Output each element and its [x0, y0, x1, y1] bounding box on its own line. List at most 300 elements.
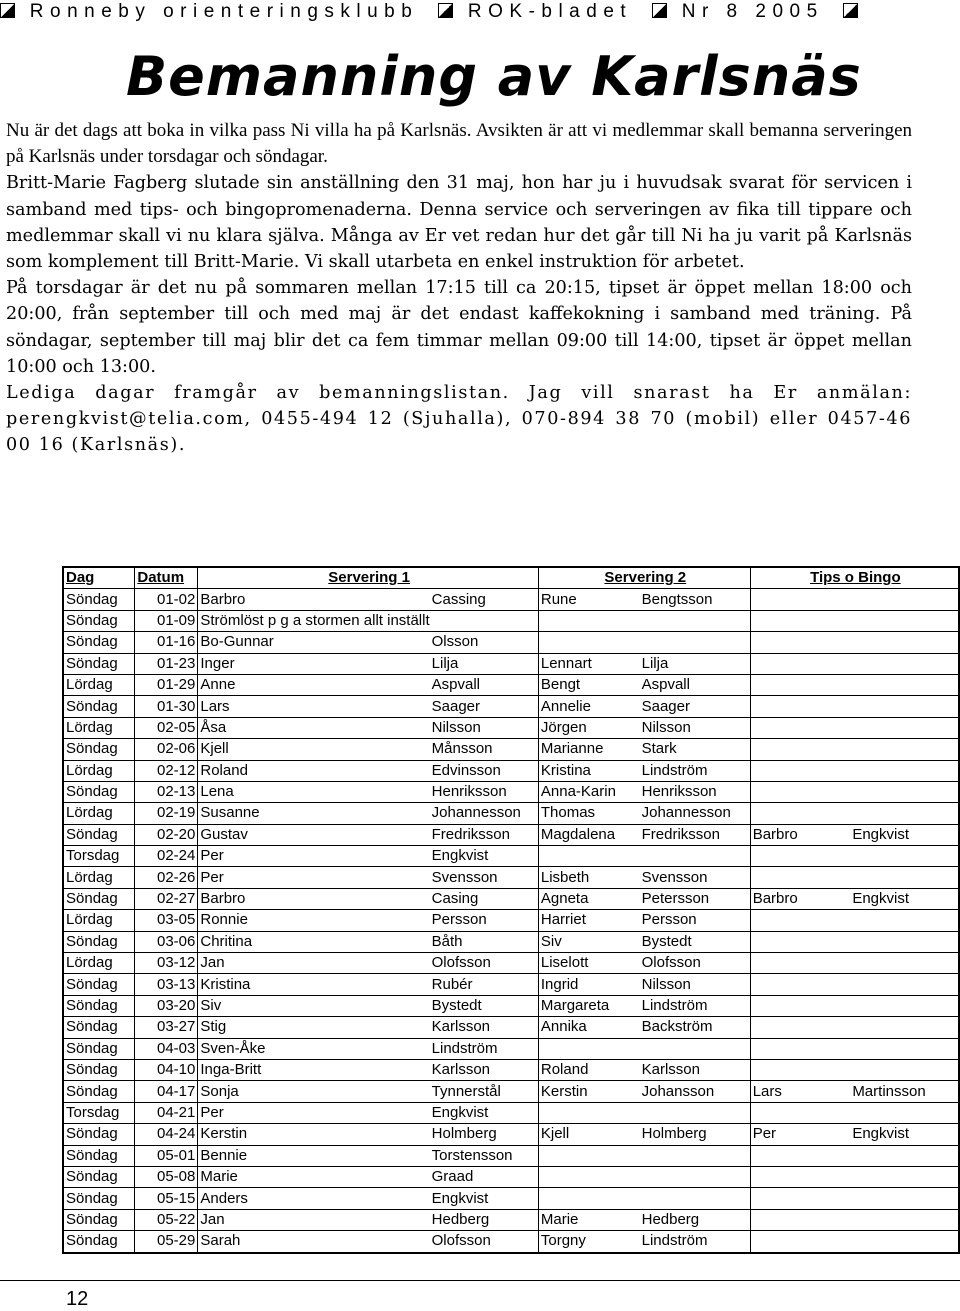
header-date: Datum	[135, 567, 198, 589]
cell-tips-first	[750, 867, 850, 888]
checkbox-bullet-icon	[0, 3, 15, 18]
cell-s1-last: Casing	[430, 888, 539, 909]
cell-tips-last	[850, 867, 959, 888]
cell-date: 01-09	[135, 610, 198, 631]
cell-s2-last: Aspvall	[640, 674, 751, 695]
cell-tips-last	[850, 910, 959, 931]
table-body	[63, 589, 959, 1253]
cell-s2-last: Karlsson	[640, 1059, 751, 1080]
cell-tips-first	[750, 610, 850, 631]
cell-day: Söndag	[63, 974, 135, 995]
cell-tips-last	[850, 1209, 959, 1230]
cell-s1-last: Karlsson	[430, 1017, 539, 1038]
cell-s1-last: Tynnerstål	[430, 1081, 539, 1102]
cell-s2-first: Magdalena	[538, 824, 639, 845]
cell-s2-last: Stark	[640, 739, 751, 760]
cell-date: 02-20	[135, 824, 198, 845]
cell-date: 05-08	[135, 1166, 198, 1187]
cell-tips-first	[750, 995, 850, 1016]
cell-tips-first	[750, 760, 850, 781]
cell-tips-last	[850, 1017, 959, 1038]
header-tips-bingo: Tips o Bingo	[750, 567, 959, 589]
cell-tips-last: Engkvist	[850, 824, 959, 845]
table-row	[63, 803, 959, 824]
cell-s1-first: Per	[198, 867, 430, 888]
cell-s2-first: Kristina	[538, 760, 639, 781]
cell-day: Söndag	[63, 696, 135, 717]
cell-s1-last: Olsson	[430, 632, 539, 653]
cell-date: 05-15	[135, 1188, 198, 1209]
cell-date: 04-17	[135, 1081, 198, 1102]
table-row	[63, 610, 959, 631]
table-row	[63, 696, 959, 717]
cell-day: Söndag	[63, 1166, 135, 1187]
body-paragraph-3: Lediga dagar framgår av bemanningslistan. Jag vill snarast ha Er anmälan: perengkvist@telia.com, 0455-494 12 (Sjuhalla), 070-894 38 70 (mobil) eller 0457-46 00 16 (Karlsnäs).	[6, 383, 912, 456]
cell-s1-first: Barbro	[198, 888, 430, 909]
header-publication: ROK-bladet	[467, 1, 633, 22]
table-row	[63, 995, 959, 1016]
cell-date: 04-21	[135, 1102, 198, 1123]
cell-s2-last: Lindström	[640, 995, 751, 1016]
cell-tips-first	[750, 1038, 850, 1059]
page-title: Bemanning av Karlsnäs	[126, 45, 862, 108]
cell-tips-first: Barbro	[750, 888, 850, 909]
intro-paragraph: Nu är det dags att boka in vilka pass Ni villa ha på Karlsnäs. Avsikten är att vi medlemmar skall bemanna serveringen på Karlsnäs under torsdagar och söndagar.	[6, 120, 912, 168]
cell-s1-first: Chritina	[198, 931, 430, 952]
cell-tips-last	[850, 1038, 959, 1059]
table-row	[63, 1166, 959, 1187]
cell-date: 04-03	[135, 1038, 198, 1059]
cell-day: Lördag	[63, 717, 135, 738]
cell-date: 03-05	[135, 910, 198, 931]
cell-s1-first: Kristina	[198, 974, 430, 995]
cell-s2-first: Kerstin	[538, 1081, 639, 1102]
cell-s1-first: Inger	[198, 653, 430, 674]
cell-s2-last	[640, 1145, 751, 1166]
cell-s1-last: Rubér	[430, 974, 539, 995]
header-club-name: Ronneby orienteringsklubb	[29, 1, 419, 22]
table-row	[63, 653, 959, 674]
table-row	[63, 1124, 959, 1145]
cell-date: 04-10	[135, 1059, 198, 1080]
cell-tips-first	[750, 931, 850, 952]
table-row	[63, 888, 959, 909]
table-row	[63, 674, 959, 695]
cell-tips-first	[750, 974, 850, 995]
cell-s2-last: Olofsson	[640, 953, 751, 974]
cell-s2-last: Johannesson	[640, 803, 751, 824]
cell-date: 02-24	[135, 846, 198, 867]
cell-s2-last	[640, 1102, 751, 1123]
table-row	[63, 1017, 959, 1038]
cell-day: Lördag	[63, 867, 135, 888]
cell-s2-last: Lilja	[640, 653, 751, 674]
cell-s2-last: Hedberg	[640, 1209, 751, 1230]
cell-tips-first	[750, 803, 850, 824]
cell-s1-first: Anne	[198, 674, 430, 695]
cell-s1-first: Inga-Britt	[198, 1059, 430, 1080]
cell-s1-first: Lena	[198, 781, 430, 802]
cell-tips-first: Per	[750, 1124, 850, 1145]
checkbox-bullet-icon	[652, 3, 667, 18]
cell-day: Söndag	[63, 888, 135, 909]
cell-s1-first: Sarah	[198, 1231, 430, 1253]
cell-tips-last	[850, 1102, 959, 1123]
cell-tips-first	[750, 910, 850, 931]
cell-s2-last: Nilsson	[640, 717, 751, 738]
cell-day: Torsdag	[63, 846, 135, 867]
cell-s1-first: Kjell	[198, 739, 430, 760]
cell-s1-last: Edvinsson	[430, 760, 539, 781]
cell-s1-first: Jan	[198, 953, 430, 974]
cell-s2-first: Anna-Karin	[538, 781, 639, 802]
cell-day: Söndag	[63, 824, 135, 845]
cell-day: Söndag	[63, 739, 135, 760]
cell-s2-last: Saager	[640, 696, 751, 717]
cell-tips-last	[850, 589, 959, 610]
cell-s2-last	[640, 632, 751, 653]
cell-tips-last	[850, 1145, 959, 1166]
table-row	[63, 1231, 959, 1253]
cell-day: Söndag	[63, 1231, 135, 1253]
table-row	[63, 1102, 959, 1123]
header-servering-2: Servering 2	[538, 567, 750, 589]
cell-day: Söndag	[63, 1209, 135, 1230]
cell-s2-first: Siv	[538, 931, 639, 952]
cell-s1-first: Gustav	[198, 824, 430, 845]
cell-s2-last: Nilsson	[640, 974, 751, 995]
cell-tips-first	[750, 1059, 850, 1080]
cell-tips-last	[850, 696, 959, 717]
cell-s1-last: Båth	[430, 931, 539, 952]
cell-date: 02-19	[135, 803, 198, 824]
cell-date: 05-29	[135, 1231, 198, 1253]
cell-s2-last	[640, 1038, 751, 1059]
cell-s1-last: Henriksson	[430, 781, 539, 802]
table-row	[63, 824, 959, 845]
cell-s1-last: Lindström	[430, 1038, 539, 1059]
cell-s2-last: Fredriksson	[640, 824, 751, 845]
table-row	[63, 760, 959, 781]
table-row	[63, 867, 959, 888]
cell-date: 05-01	[135, 1145, 198, 1166]
checkbox-bullet-icon	[843, 3, 858, 18]
cell-tips-first	[750, 674, 850, 695]
cell-day: Torsdag	[63, 1102, 135, 1123]
cell-tips-last	[850, 974, 959, 995]
cell-s1-last: Lilja	[430, 653, 539, 674]
cell-s2-last: Bengtsson	[640, 589, 751, 610]
cell-s1-first: Roland	[198, 760, 430, 781]
cell-s1-first: Åsa	[198, 717, 430, 738]
cell-date: 03-13	[135, 974, 198, 995]
staffing-table	[62, 566, 960, 1254]
cell-s2-first: Agneta	[538, 888, 639, 909]
cell-tips-last	[850, 610, 959, 631]
cell-s2-first: Annelie	[538, 696, 639, 717]
table-row	[63, 953, 959, 974]
cell-date: 03-20	[135, 995, 198, 1016]
cell-day: Söndag	[63, 1038, 135, 1059]
cell-s2-first	[538, 610, 639, 631]
cell-date: 02-05	[135, 717, 198, 738]
cell-tips-first	[750, 953, 850, 974]
cell-tips-first: Barbro	[750, 824, 850, 845]
cell-s2-last: Henriksson	[640, 781, 751, 802]
cell-s1-last: Cassing	[430, 589, 539, 610]
cell-s2-first: Thomas	[538, 803, 639, 824]
table-row	[63, 1188, 959, 1209]
cell-s2-last: Backström	[640, 1017, 751, 1038]
cell-day: Söndag	[63, 1124, 135, 1145]
cell-s2-first: Bengt	[538, 674, 639, 695]
cell-day: Lördag	[63, 760, 135, 781]
cell-tips-last	[850, 1188, 959, 1209]
cell-tips-last	[850, 653, 959, 674]
cell-s1-last: Graad	[430, 1166, 539, 1187]
table-row	[63, 717, 959, 738]
table-row	[63, 589, 959, 610]
cell-s2-first	[538, 1038, 639, 1059]
table-row	[63, 632, 959, 653]
cell-s1-last: Holmberg	[430, 1124, 539, 1145]
cell-tips-last	[850, 1166, 959, 1187]
cell-s1-first: Bo-Gunnar	[198, 632, 430, 653]
cell-day: Söndag	[63, 1081, 135, 1102]
cell-day: Söndag	[63, 589, 135, 610]
footer-divider	[0, 1280, 960, 1281]
cell-s1-first: Kerstin	[198, 1124, 430, 1145]
table-row	[63, 1059, 959, 1080]
cell-day: Söndag	[63, 931, 135, 952]
table-row	[63, 1081, 959, 1102]
cell-day: Söndag	[63, 653, 135, 674]
cell-tips-first	[750, 1102, 850, 1123]
cell-s2-first: Torgny	[538, 1231, 639, 1253]
cell-date: 02-13	[135, 781, 198, 802]
cell-s2-last	[640, 846, 751, 867]
page-number: 12	[66, 1288, 89, 1310]
table-row	[63, 1038, 959, 1059]
cell-date: 01-16	[135, 632, 198, 653]
cell-s1-last: Nilsson	[430, 717, 539, 738]
cell-s2-first	[538, 846, 639, 867]
table-header-row	[63, 567, 959, 589]
cell-s2-first: Ingrid	[538, 974, 639, 995]
cell-s2-last: Holmberg	[640, 1124, 751, 1145]
cell-date: 01-23	[135, 653, 198, 674]
cell-date: 03-12	[135, 953, 198, 974]
table-row	[63, 1145, 959, 1166]
cell-s2-last	[640, 610, 751, 631]
cell-s1-first: Barbro	[198, 589, 430, 610]
page-header	[0, 0, 960, 26]
cell-tips-first	[750, 846, 850, 867]
cell-s1-last: Saager	[430, 696, 539, 717]
cell-day: Söndag	[63, 610, 135, 631]
cell-s2-last: Johansson	[640, 1081, 751, 1102]
cell-s1-first: Ronnie	[198, 910, 430, 931]
cell-tips-first	[750, 1188, 850, 1209]
cell-s2-last: Lindström	[640, 760, 751, 781]
cell-date: 03-27	[135, 1017, 198, 1038]
cell-tips-last	[850, 995, 959, 1016]
cell-tips-first	[750, 653, 850, 674]
cell-s1-last: Persson	[430, 910, 539, 931]
cell-s1-first: Stig	[198, 1017, 430, 1038]
cell-s2-first: Margareta	[538, 995, 639, 1016]
cell-s1-first: Siv	[198, 995, 430, 1016]
cell-tips-last	[850, 674, 959, 695]
cell-s1-first: Susanne	[198, 803, 430, 824]
cell-s1-last	[430, 610, 539, 631]
cell-s1-last: Hedberg	[430, 1209, 539, 1230]
cell-s1-first: Jan	[198, 1209, 430, 1230]
cell-day: Söndag	[63, 1059, 135, 1080]
cell-s2-first: Harriet	[538, 910, 639, 931]
cell-date: 01-29	[135, 674, 198, 695]
cell-tips-last	[850, 781, 959, 802]
cell-tips-last	[850, 846, 959, 867]
table-row	[63, 974, 959, 995]
cell-date: 02-06	[135, 739, 198, 760]
cell-s2-last: Persson	[640, 910, 751, 931]
cell-s2-first	[538, 1188, 639, 1209]
cell-s2-first: Lisbeth	[538, 867, 639, 888]
cell-s2-last: Bystedt	[640, 931, 751, 952]
cell-tips-last: Martinsson	[850, 1081, 959, 1102]
cell-date: 04-24	[135, 1124, 198, 1145]
table-row	[63, 910, 959, 931]
cell-s1-last: Olofsson	[430, 953, 539, 974]
cell-s1-first: Lars	[198, 696, 430, 717]
cell-s2-first	[538, 632, 639, 653]
cell-day: Lördag	[63, 953, 135, 974]
table-row	[63, 739, 959, 760]
cell-tips-first	[750, 1145, 850, 1166]
cell-s1-last: Torstensson	[430, 1145, 539, 1166]
cell-tips-first	[750, 632, 850, 653]
cell-tips-first	[750, 1209, 850, 1230]
cell-day: Söndag	[63, 632, 135, 653]
cell-s2-first: Roland	[538, 1059, 639, 1080]
cell-s1-first: Sven-Åke	[198, 1038, 430, 1059]
cell-tips-last	[850, 1231, 959, 1253]
cell-s1-last: Johannesson	[430, 803, 539, 824]
header-day: Dag	[63, 567, 135, 589]
cell-date: 01-02	[135, 589, 198, 610]
cell-s1-first: Strömlöst p g a stormen allt inställt	[198, 610, 430, 631]
cell-tips-last	[850, 632, 959, 653]
cell-day: Lördag	[63, 910, 135, 931]
cell-tips-first	[750, 1231, 850, 1253]
cell-tips-last	[850, 803, 959, 824]
cell-s1-last: Månsson	[430, 739, 539, 760]
cell-date: 02-27	[135, 888, 198, 909]
cell-date: 02-12	[135, 760, 198, 781]
cell-s2-last: Svensson	[640, 867, 751, 888]
table-row	[63, 1209, 959, 1230]
cell-s1-last: Aspvall	[430, 674, 539, 695]
cell-day: Lördag	[63, 803, 135, 824]
cell-date: 02-26	[135, 867, 198, 888]
cell-day: Söndag	[63, 1188, 135, 1209]
cell-tips-first	[750, 717, 850, 738]
cell-s1-last: Engkvist	[430, 1188, 539, 1209]
cell-tips-last: Engkvist	[850, 1124, 959, 1145]
cell-s2-first: Lennart	[538, 653, 639, 674]
header-issue: Nr 8 2005	[681, 1, 824, 22]
table-row	[63, 846, 959, 867]
cell-tips-first: Lars	[750, 1081, 850, 1102]
cell-day: Söndag	[63, 1145, 135, 1166]
cell-tips-first	[750, 589, 850, 610]
cell-tips-last	[850, 931, 959, 952]
body-paragraph-1: Britt-Marie Fagberg slutade sin anställning den 31 maj, hon har ju i huvudsak svarat för servicen i samband med tips- och bingopromenaderna. Denna service och serveringen av fika till tippare och medlemmar skall vi nu klara själva. Många av Er vet redan hur det går till Ni ha ju varit på Karlsnäs som komplement till Britt-Marie. Vi skall utarbeta en enkel instruktion för arbetet.	[6, 173, 912, 273]
cell-tips-first	[750, 739, 850, 760]
cell-tips-first	[750, 781, 850, 802]
cell-date: 03-06	[135, 931, 198, 952]
cell-s1-last: Engkvist	[430, 1102, 539, 1123]
article-body	[6, 118, 912, 459]
cell-s2-last: Lindström	[640, 1231, 751, 1253]
header-servering-1: Servering 1	[198, 567, 539, 589]
cell-s2-last	[640, 1188, 751, 1209]
cell-s2-first: Marianne	[538, 739, 639, 760]
cell-s1-last: Svensson	[430, 867, 539, 888]
cell-s2-first	[538, 1102, 639, 1123]
cell-s1-first: Bennie	[198, 1145, 430, 1166]
cell-s1-last: Engkvist	[430, 846, 539, 867]
cell-day: Lördag	[63, 674, 135, 695]
cell-s1-last: Karlsson	[430, 1059, 539, 1080]
checkbox-bullet-icon	[438, 3, 453, 18]
cell-s1-last: Fredriksson	[430, 824, 539, 845]
cell-s1-first: Per	[198, 846, 430, 867]
cell-s1-last: Olofsson	[430, 1231, 539, 1253]
cell-tips-last	[850, 760, 959, 781]
cell-s1-first: Sonja	[198, 1081, 430, 1102]
cell-date: 05-22	[135, 1209, 198, 1230]
cell-tips-first	[750, 1017, 850, 1038]
cell-tips-last	[850, 717, 959, 738]
cell-s2-first: Jörgen	[538, 717, 639, 738]
body-paragraph-2: På torsdagar är det nu på sommaren mellan 17:15 till ca 20:15, tipset är öppet mellan 18:00 och 20:00, från september till och med maj är det endast kaffekokning i samband med träning. På söndagar, september till maj blir det ca fem timmar mellan 09:00 till 14:00, tipset är öppet mellan 10:00 och 13:00.	[6, 278, 912, 377]
cell-tips-last	[850, 739, 959, 760]
cell-day: Söndag	[63, 995, 135, 1016]
cell-day: Söndag	[63, 1017, 135, 1038]
cell-s2-first	[538, 1166, 639, 1187]
cell-s2-last	[640, 1166, 751, 1187]
cell-s1-first: Per	[198, 1102, 430, 1123]
cell-tips-last	[850, 953, 959, 974]
cell-tips-last: Engkvist	[850, 888, 959, 909]
cell-day: Söndag	[63, 781, 135, 802]
cell-s2-first: Liselott	[538, 953, 639, 974]
cell-tips-first	[750, 1166, 850, 1187]
cell-s2-last: Petersson	[640, 888, 751, 909]
cell-s2-first: Kjell	[538, 1124, 639, 1145]
cell-s2-first: Annika	[538, 1017, 639, 1038]
cell-tips-last	[850, 1059, 959, 1080]
table-row	[63, 781, 959, 802]
cell-tips-first	[750, 696, 850, 717]
cell-date: 01-30	[135, 696, 198, 717]
cell-s2-first: Rune	[538, 589, 639, 610]
cell-s1-last: Bystedt	[430, 995, 539, 1016]
cell-s2-first	[538, 1145, 639, 1166]
cell-s1-first: Anders	[198, 1188, 430, 1209]
